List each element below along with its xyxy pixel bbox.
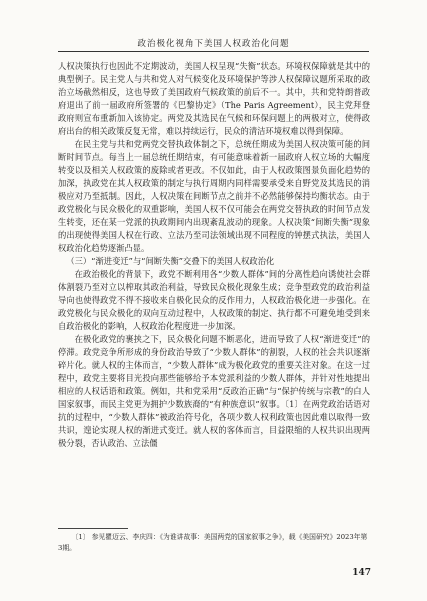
paragraph: 人权决策执行也因此不定期波动，美国人权呈现“失衡”状态。环境权保障就是其中的典型例子。民主党人与共和党人对气候变化及环境保护等涉人权保障议题所采取的政治立场截然相反，这也导致了美国政府气候政策的前后不一。其中，共和党特朗普政府退出了前一届政府所签署的《巴黎协定》（The Paris Agreement），民主党拜登政府则宣布重新加入该协定。两党及其选民在气候和环保问题上的两极对立，使得政府出台的相关政策反复无常，难以持续运行，民众的清洁环境权难以得到保障。 (58, 61, 370, 136)
body-text (58, 60, 370, 450)
paragraph: 在政治极化的背景下，政党不断利用各“少数人群体”间的分离性趋向诱使社会群体割裂乃至对立以榨取其政治利益，导致民众极化现象生成；竞争型政党的政治利益导向也使得政党不得不接收来自极化民众的反作用力，人权政治极化进一步强化。在政党极化与民众极化的双向互动过程中，人权政策的制定、执行都不可避免地受到来自政治极化的影响，人权政治化程度进一步加深。 (58, 269, 370, 331)
section-heading: （三）“渐进变迁”与“间断失衡”交叠下的美国人权政治化 (66, 256, 275, 266)
page-number: 147 (352, 568, 371, 578)
footnote-marker: 〔1〕 (71, 533, 90, 541)
footnote-text: 参见瞿迈云、李庆四：《为谁讲故事：美国两党的国家叙事之争》，载《美国研究》2023年第3期。 (58, 533, 368, 552)
paragraph: 在极化政党的裹挟之下，民众极化问题不断恶化，进而导致了人权“渐进变迁”的停滞。政党竞争所形成的身份政治导致了“少数人群体”的割裂，人权的社会共识逐渐碎片化。就人权的主体而言，“少数人群体”成为极化政党的重要关注对象。在这一过程中，政党主要将目光投向那些能够给予本党派利益的少数人群体，并针对性地提出相应的人权话语和政策。例如，共和党采用“反政治正确”与“保护传统与宗教”的白人国家叙事，而民主党更为拥护少数族裔的“有种族意识”叙事。〔1〕在两党政治话语对抗的过程中，“少数人群体”被政治符号化，各项少数人权利政策也因此难以取得一致共识，遑论实现人权的渐进式变迁。就人权的客体而言，目益限缩的人权共识出现两极分裂，否认政治、立法僵 (58, 334, 370, 448)
header-rule (58, 51, 369, 52)
footnote (58, 532, 370, 553)
footnote-rule (58, 528, 128, 529)
running-header: 政治极化视角下美国人权政治化问题 (137, 39, 290, 49)
paragraph: 在民主党与共和党两党交替执政体制之下，总统任期成为美国人权决策可能的间断时间节点。每当上一届总统任期结束，有可能意味着新一届政府人权立场的大幅度转变以及相关人权政策的废除或者更改。不仅如此，由于人权政策图景负面化趋势的加深，执政党在其人权政策的制定与执行周期内同样需要承受来自野党及其选民的消极应对乃至抵制。因此，人权决策在间断节点之前并不必然能够保持均衡状态。由于政党极化与民众极化的双重影响，美国人权不仅可能会在两党交替执政的时间节点发生转变，还在某一党派的执政期间内出现紊乱波动的现象。人权决策“间断失衡”现象的出现使得美国人权在行政、立法乃至司法领域出现不同程度的钟摆式执法，美国人权政治化趋势逐渐凸显。 (58, 139, 370, 253)
